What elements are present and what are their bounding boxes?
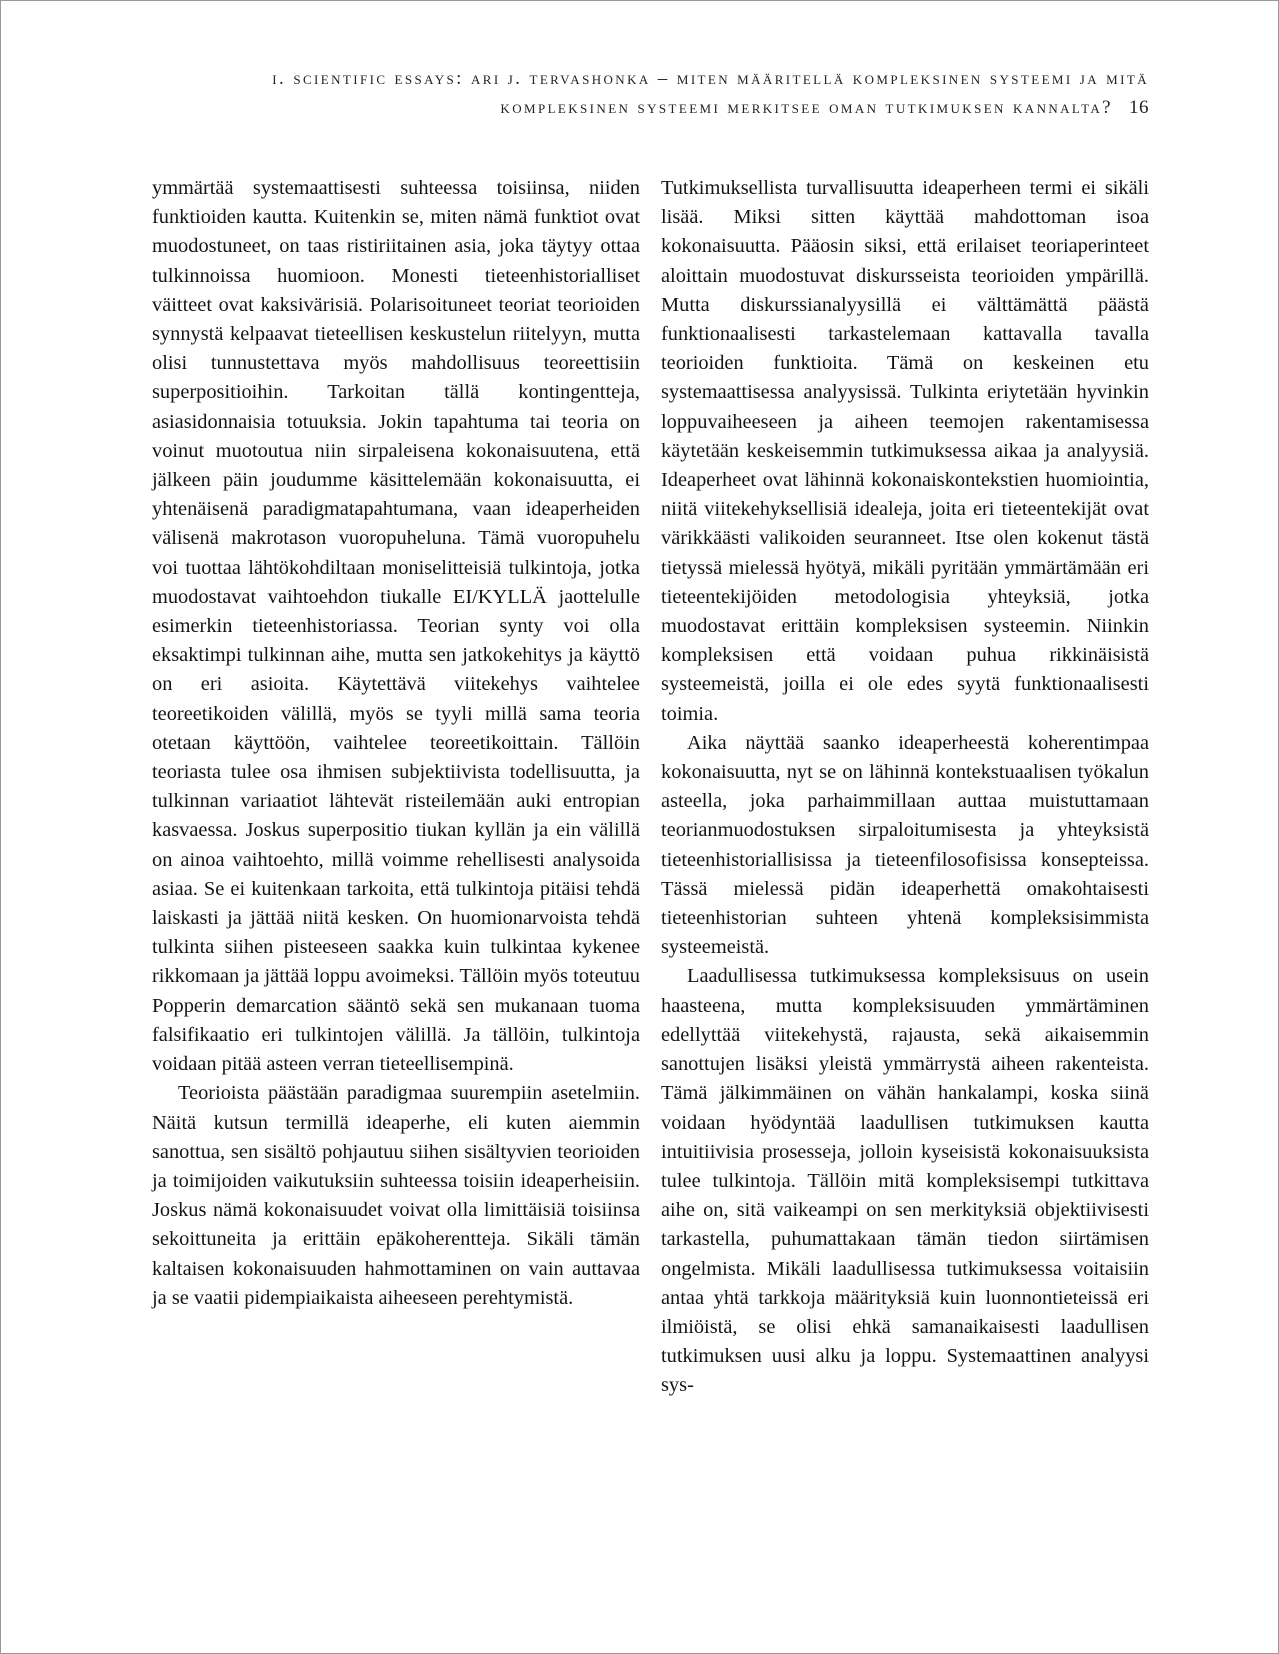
paragraph: Aika näyttää saanko ideaperheestä koherentimpaa kokonaisuutta, nyt se on lähinnä kontekstuaalisen työkalun asteella, joka parhaimmillaan auttaa muistuttamaan teorianmuodostuksen sirpaloitumisesta ja yhteyksistä tieteenhistoriallisissa ja tieteenfilosofisissa konsepteissa. Tässä mielessä pidän ideaperhettä omakohtaisesti tieteenhistorian suhteen yhtenä kompleksisimmista systeemeistä. <box>661 731 1149 959</box>
running-header-line-2-text: kompleksinen systeemi merkitsee oman tutkimuksen kannalta? <box>500 97 1113 118</box>
paragraph: Laadullisessa tutkimuksessa kompleksisuus on usein haasteena, mutta kompleksisuuden ymmärtäminen edellyttää viitekehystä, rajausta, sekä aikaisemmin sanottujen lisäksi yleistä ymmärrystä aiheen rakenteista. Tämä jälkimmäinen on vähän hankalampi, koska siinä voidaan hyödyntää laadullisen tutkimuksen kautta intuitiivisia prosesseja, jolloin kyseisistä kokonaisuuksista tulee tulkintoja. Tällöin mitä kompleksisempi tutkittava aihe on, sitä vaikeampi on sen merkityksiä objektiivisesti tarkastella, puhumattakaan tämän tiedon siirtämisen ongelmista. Mikäli laadullisessa tutkimuksessa voitaisiin antaa yhtä tarkkoja määrityksiä kuin luonnontieteissä eri ilmiöistä, se olisi ehkä samanaikaisesti laadullisen tutkimuksen uusi alku ja loppu. Systemaattinen analyysi sys- <box>661 965 1149 1397</box>
right-text-column <box>661 174 1149 1401</box>
paragraph: ymmärtää systemaattisesti suhteessa toisiinsa, niiden funktioiden kautta. Kuitenkin se, miten nämä funktiot ovat muodostuneet, on taas ristiriitainen asia, joka täytyy ottaa tulkinnoissa huomioon. Monesti tieteenhistorialliset väitteet ovat kaksivärisiä. Polarisoituneet teoriat teorioiden synnystä kelpaavat tieteellisen keskustelun riitelyyn, mutta olisi tunnustettava myös mahdollisuus teoreettisiin superpositioihin. Tarkoitan tällä kontingentteja, asiasidonnaisia totuuksia. Jokin tapahtuma tai teoria on voinut muotoutua niin sirpaleisena kokonaisuutena, että jälkeen päin joudumme käsittelemään kokonaisuutta, ei yhtenäisenä paradigmatapahtumana, vaan ideaperheiden välisenä makrotason vuoropuheluna. Tämä vuoropuhelu voi tuottaa lähtökohdiltaan moniselitteisiä tulkintoja, jotka muodostavat vaihtoehdon tiukalle EI/KYLLÄ jaottelulle esimerkin tieteenhistoriassa. Teorian synty voi olla eksaktimpi tulkinnan aihe, mutta sen jatkokehitys ja käyttö on eri asioita. Käytettävä viitekehys vaihtelee teoreetikoiden välillä, myös se tyyli millä sama teoria otetaan käyttöön, vaihtelee teoreetikoittain. Tällöin teoriasta tulee osa ihmisen subjektiivista todellisuutta, ja tulkinnan variaatiot lähtevät risteilemään auki entropian kasvaessa. Joskus superpositio tiukan kyllän ja ein välillä on ainoa vaihtoehto, millä voimme rehellisesti analysoida asiaa. Se ei kuitenkaan tarkoita, että tulkintoja pitäisi tehdä laiskasti ja jättää niitä kesken. On huomionarvoista tehdä tulkinta siihen pisteeseen saakka kuin tulkintaa kykenee rikkomaan ja jättää loppu avoimeksi. Tällöin myös toteutuu Popperin demarcation sääntö sekä sen mukanaan tuoma falsifikaatio eri tulkintojen välillä. Ja tällöin, tulkintoja voidaan pitää asteen verran tieteellisempinä. <box>152 177 640 1076</box>
paragraph: Teorioista päästään paradigmaa suurempiin asetelmiin. Näitä kutsun termillä ideaperhe, eli kuten aiemmin sanottua, sen sisältö pohjautuu siihen sisältyvien teorioiden ja toimijoiden vaikutuksiin suhteessa toisiin ideaperheisiin. Joskus nämä kokonaisuudet voivat olla limittäisiä toisiinsa sekoittuneita ja erittäin epäkoherentteja. Sikäli tämän kaltaisen kokonaisuuden hahmottaminen on vain auttavaa ja se vaatii pidempiaikaista aiheeseen perehtymistä. <box>152 1082 640 1309</box>
running-header-line-1: i. scientific essays: ari j. tervashonka – miten määritellä kompleksinen systeemi ja mitä <box>272 68 1149 89</box>
paragraph: Tutkimuksellista turvallisuutta ideaperheen termi ei sikäli lisää. Miksi sitten käyttää mahdottoman isoa kokonaisuutta. Pääosin siksi, että erilaiset teoriaperinteet aloittain muodostuvat diskursseista teorioiden ympärillä. Mutta diskurssianalyysillä ei välttämättä päästä funktionaalisesti tarkastelemaan kattavalla tavalla teorioiden funktioita. Tämä on keskeinen etu systemaattisessa analyysissä. Tulkinta eriytetään hyvinkin loppuvaiheeseen ja aiheen teemojen rakentamisessa käytetään keskeisemmin tutkimuksessa aikaa ja analyysiä. Ideaperheet ovat lähinnä kokonaiskontekstien huomiointia, niitä viitekehyksellisiä idealeja, joita eri tieteentekijät ovat värikkäästi valikoiden seuranneet. Itse olen kokenut tästä tietyssä mielessä hyötyä, mikäli pyritään ymmärtämään eri tieteentekijöiden metodologisia yhteyksiä, jotka muodostavat erittäin kompleksisen systeemin. Niinkin kompleksisen että voidaan puhua rikkinäisistä systeemeistä, joilla ei ole edes syytä funktionaalisesti toimia. <box>661 177 1149 725</box>
page-number: 16 <box>1129 97 1149 118</box>
running-header-line-2 <box>100 93 1149 122</box>
left-text-column <box>152 174 640 1313</box>
running-header <box>100 64 1149 122</box>
